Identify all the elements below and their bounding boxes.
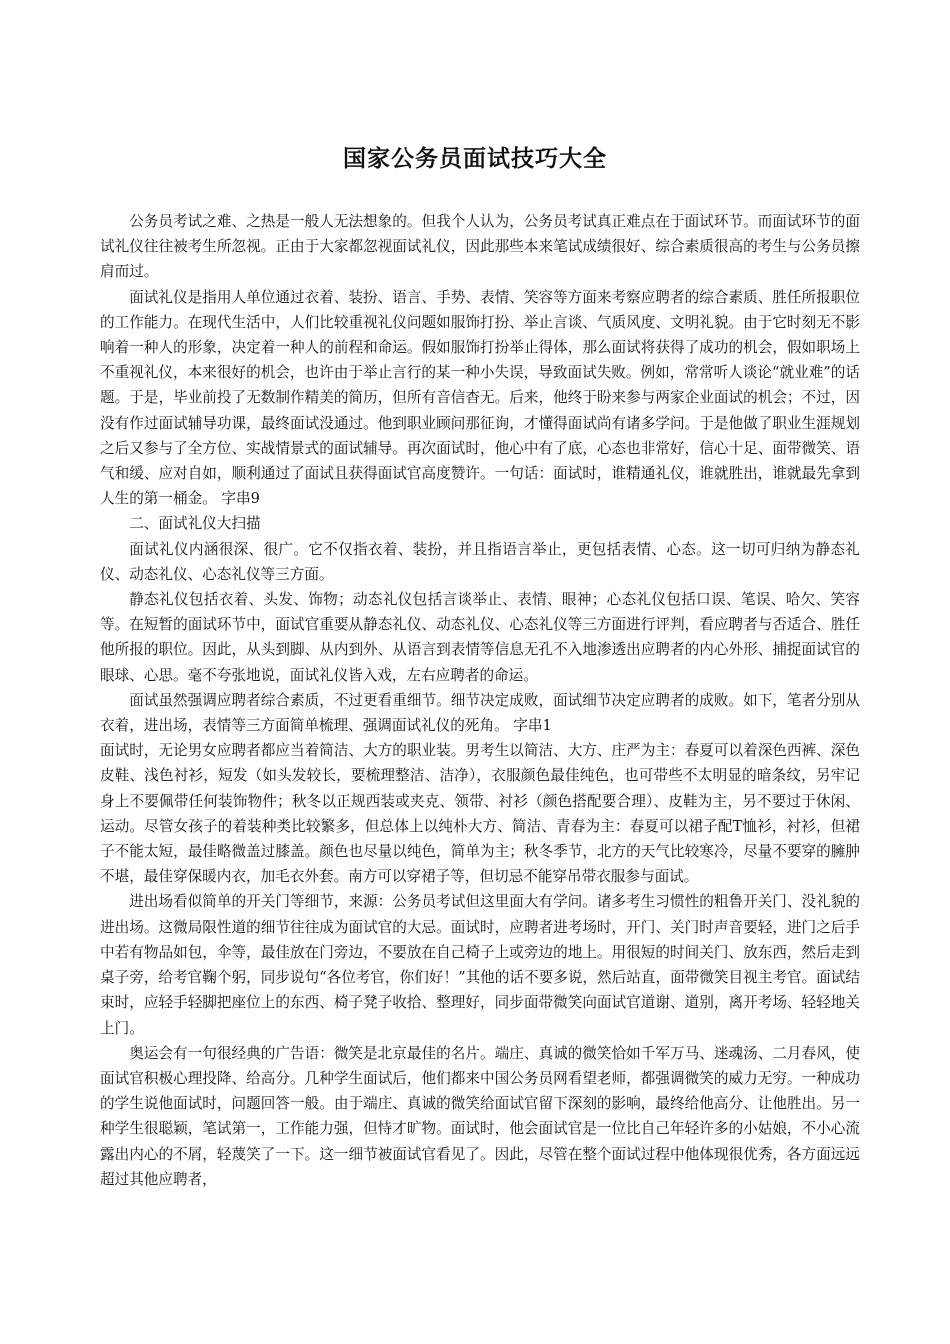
paragraph: 奥运会有一句很经典的广告语：微笑是北京最佳的名片。端庄、真诚的微笑恰如千军万马、迷魂汤、二月春风，使面试官积极心理投降、给高分。几种学生面试后，他们都来中国公务员网看望老师，都强调微笑的威力无穷。一种成功的学生说他面试时，问题回答一般。由于端庄、真诚的微笑给面试官留下深刻的影响，最终给他高分、让他胜出。另一种学生很聪颖，笔试第一，工作能力强，但恃才旷物。面试时，他会面试官是一位比自己年轻许多的小姑娘，不小心流露出内心的不屑，轻蔑笑了一下。这一细节被面试官看见了。因此，尽管在整个面试过程中他体现很优秀，各方面远远超过其他应聘者，: [100, 1044, 860, 1188]
paragraph: 公务员考试之难、之热是一般人无法想象的。但我个人认为，公务员考试真正难点在于面试环节。而面试环节的面试礼仪往往被考生所忽视。正由于大家都忽视面试礼仪，因此那些本来笔试成绩很好、综合素质很高的考生与公务员擦肩而过。: [100, 213, 860, 281]
paragraph: 面试礼仪内涵很深、很广。它不仅指衣着、装扮，并且指语言举止，更包括表情、心态。这一切可归纳为静态礼仪、动态礼仪、心态礼仪等三方面。: [100, 540, 860, 583]
section-heading: 二、面试礼仪大扫描: [129, 515, 261, 533]
document-title: 国家公务员面试技巧大全: [343, 146, 607, 172]
document-body: [100, 209, 860, 1192]
paragraph: 静态礼仪包括衣着、头发、饰物；动态礼仪包括言谈举止、表情、眼神；心态礼仪包括口误、笔误、哈欠、笑容等。在短暂的面试环节中，面试官重要从静态礼仪、动态礼仪、心态礼仪等三方面进行评判，看应聘者与否适合、胜任他所报的职位。因此，从头到脚、从内到外、从语言到表情等信息无孔不入地渗透出应聘者的内心外形、捕捉面试官的眼球、心思。毫不夸张地说，面试礼仪皆入戏，左右应聘者的命运。: [100, 591, 860, 684]
paragraph: 面试虽然强调应聘者综合素质，不过更看重细节。细节决定成败，面试细节决定应聘者的成败。如下，笔者分别从衣着，进出场，表情等三方面简单梳理、强调面试礼仪的死角。 字串1: [100, 691, 860, 735]
paragraph: 面试礼仪是指用人单位通过衣着、装扮、语言、手势、表情、笑容等方面来考察应聘者的综合素质、胜任所报职位的工作能力。在现代生活中，人们比较重视礼仪问题如服饰打扮、举止言谈、气质风度、文明礼貌。由于它时刻无不影响着一种人的形象，决定着一种人的前程和命运。假如服饰打扮举止得体，那么面试将获得了成功的机会，假如职场上不重视礼仪，本来很好的机会，也许由于举止言行的某一种小失误，导致面试失败。例如，常常听人谈论“就业难”的话题。于是，毕业前投了无数制作精美的简历，但所有音信杳无。后来，他终于盼来参与两家企业面试的机会；不过，因没有作过面试辅导功课，最终面试没通过。他到职业顾问那征询，才懂得面试尚有诸多学问。于是他做了职业生涯规划之后又参与了全方位、实战情景式的面试辅导。再次面试时，他心中有了底，心态也非常好，信心十足、面带微笑、语气和缓、应对自如，顺利通过了面试且获得面试官高度赞许。一句话：面试时，谁精通礼仪，谁就胜出，谁就最先拿到人生的第一桶金。 字串9: [100, 288, 860, 508]
paragraph: 进出场看似简单的开关门等细节，来源：公务员考试但这里面大有学问。诸多考生习惯性的粗鲁开关门、没礼貌的进出场。这微局限性道的细节往往成为面试官的大忌。面试时，应聘者进考场时，开门、关门时声音要轻，进门之后手中若有物品如包，伞等，最佳放在门旁边，不要放在自己椅子上或旁边的地上。用很短的时间关门、放东西，然后走到桌子旁，给考官鞠个躬，同步说句“各位考官，你们好！”其他的话不要多说，然后站直，面带微笑目视主考官。面试结束时，应轻手轻脚把座位上的东西、椅子凳子收拾、整理好，同步面带微笑向面试官道谢、道别，离开考场、轻轻地关上门。: [100, 893, 860, 1037]
paragraph: 面试时，无论男女应聘者都应当着简洁、大方的职业装。男考生以简洁、大方、庄严为主：春夏可以着深色西裤、深色皮鞋、浅色衬衫，短发（如头发较长，要梳理整洁、洁净），衣服颜色最佳纯色，也可带些不太明显的暗条纹，另牢记身上不要佩带任何装饰物件；秋冬以正规西装或夹克、领带、衬衫（颜色搭配要合理）、皮鞋为主，另不要过于休闲、运动。尽管女孩子的着装种类比较繁多，但总体上以纯朴大方、简洁、青春为主：春夏可以裙子配T恤衫，衬衫，但裙子不能太短，最佳略微盖过膝盖。颜色也尽量以纯色，简单为主；秋冬季节，北方的天气比较寒冷，尽量不要穿的臃肿不堪，最佳穿保暖内衣，加毛衣外套。南方可以穿裙子等，但切忌不能穿吊带衣服参与面试。: [100, 742, 860, 886]
